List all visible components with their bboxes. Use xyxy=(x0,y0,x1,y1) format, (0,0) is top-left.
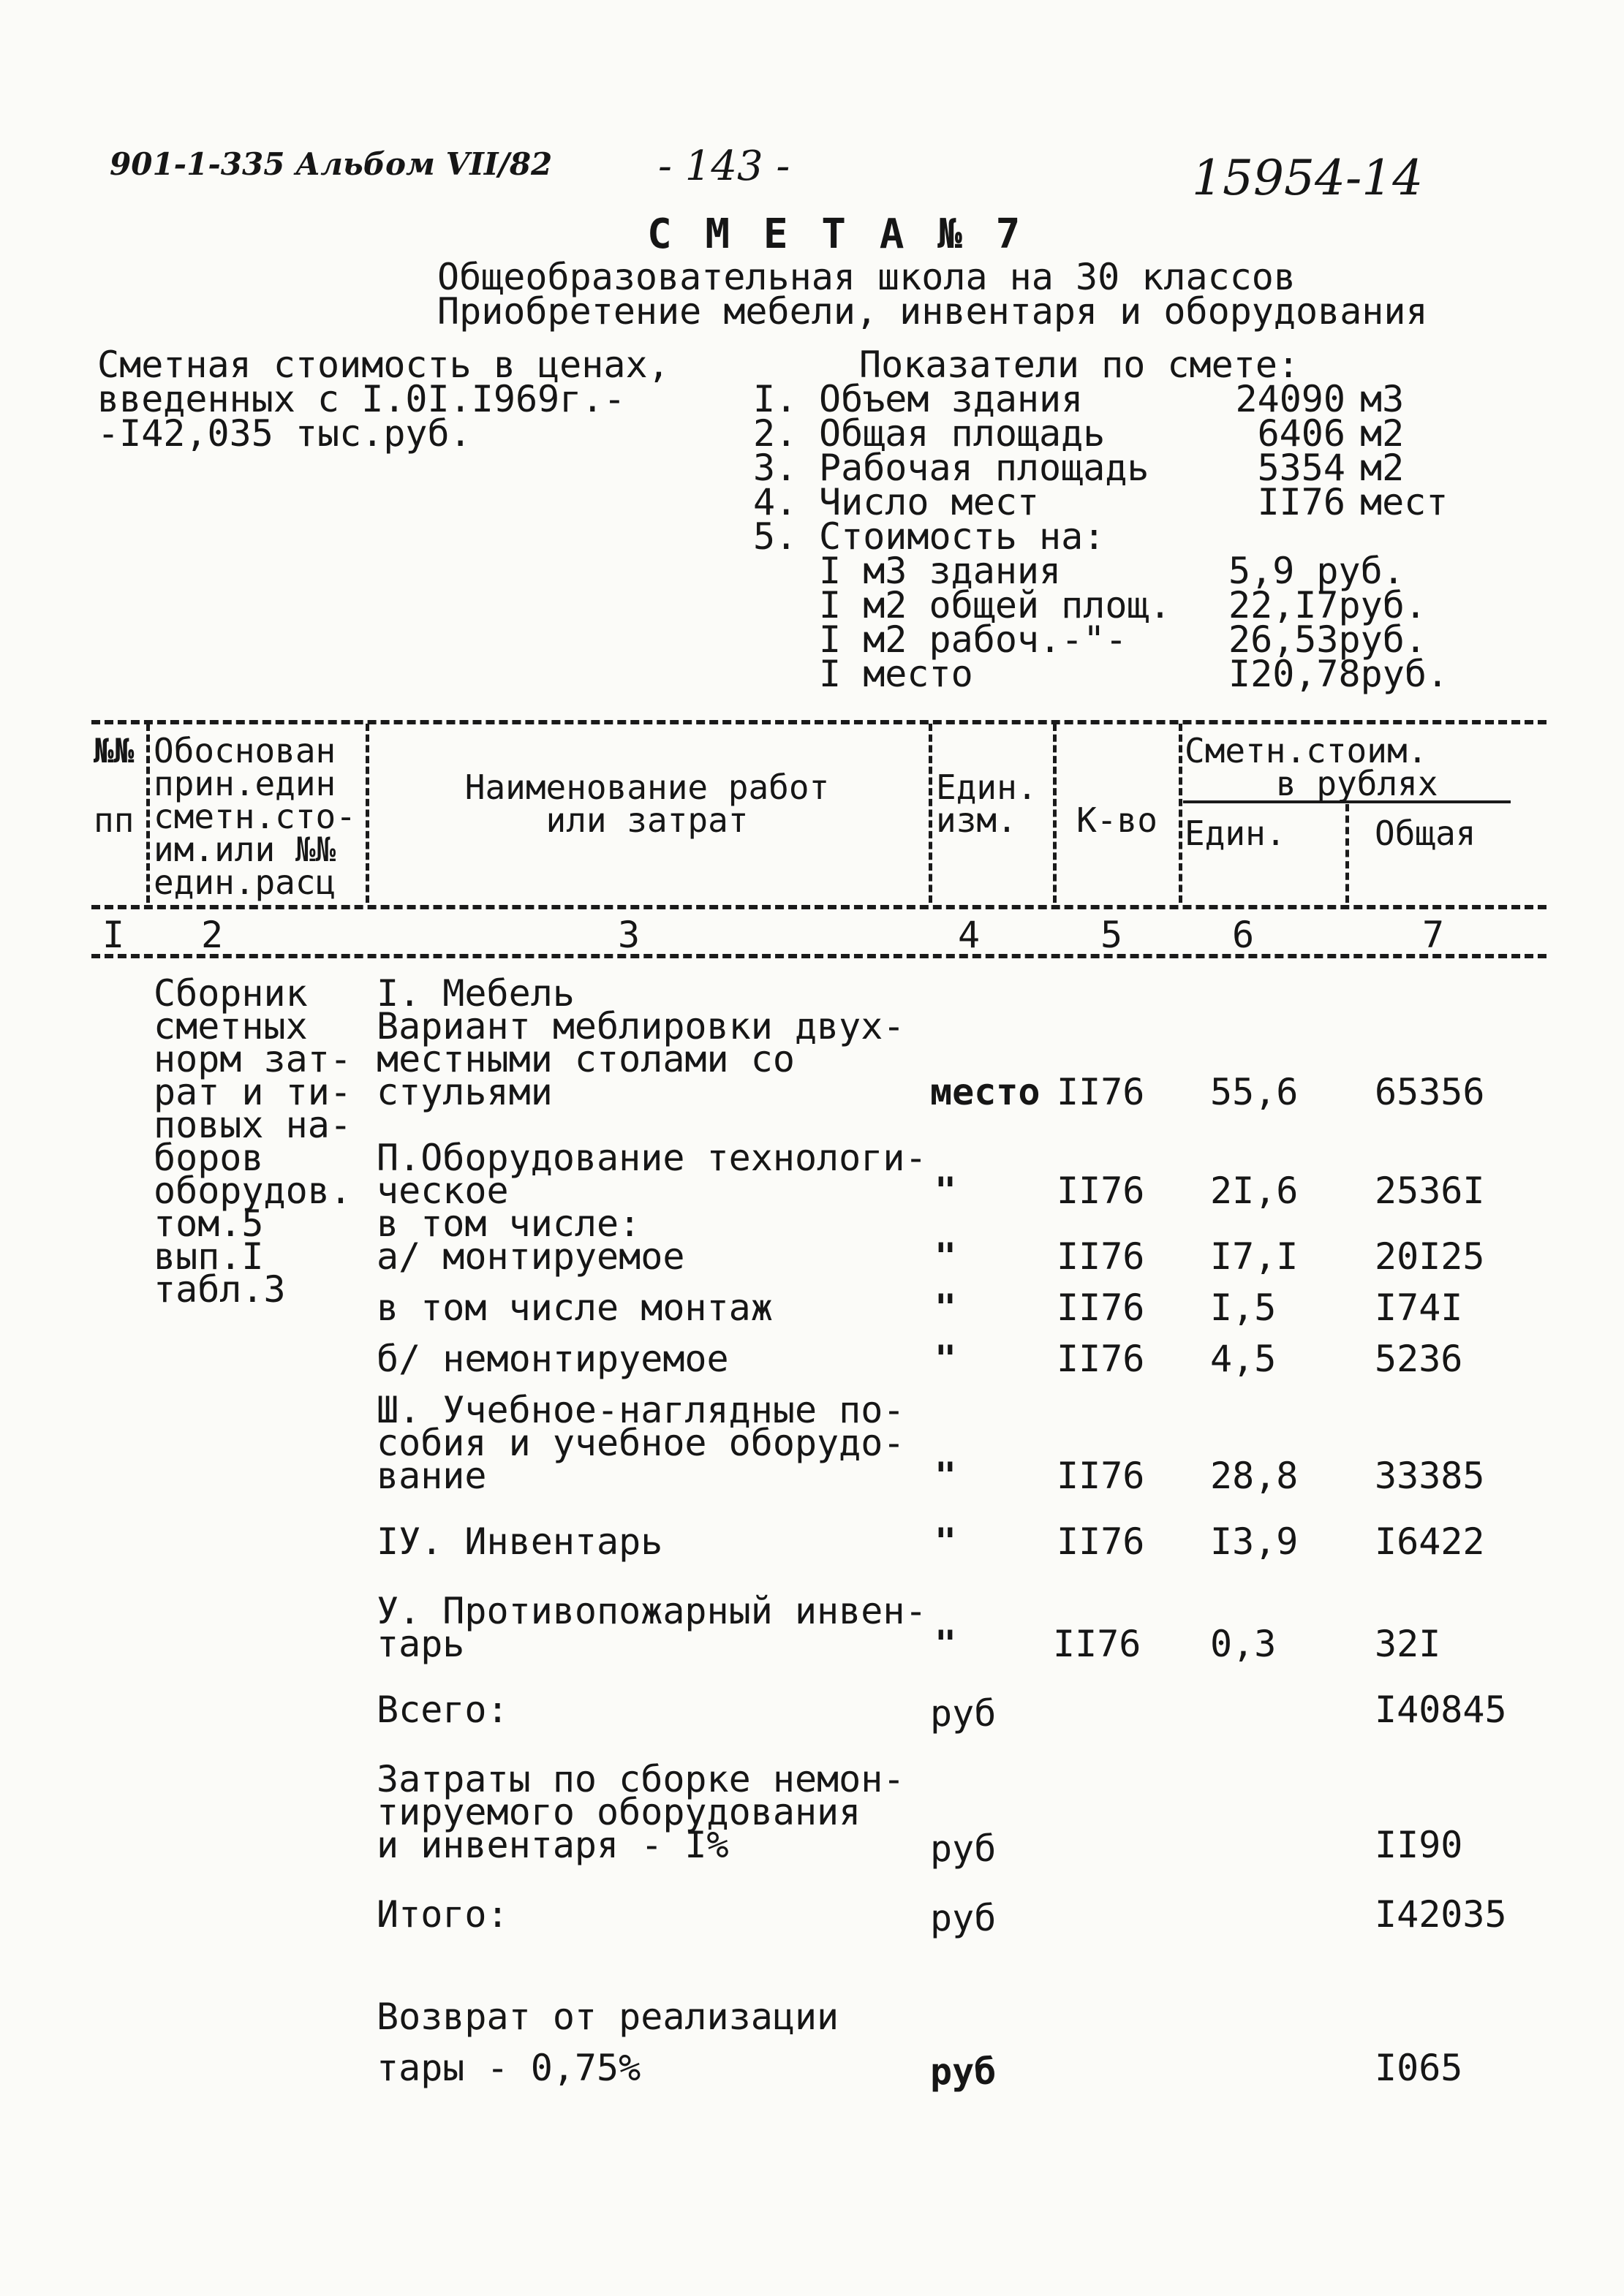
item-unit: " xyxy=(934,1287,957,1329)
cost-per-value: 26,53руб. xyxy=(1228,618,1427,661)
col5-header: К-во xyxy=(1076,800,1157,840)
indicator-value: II76 xyxy=(1257,481,1345,523)
item-unit-price: 55,6 xyxy=(1210,1071,1299,1113)
item-unit-price: I7,I xyxy=(1210,1235,1299,1278)
item-quantity: II76 xyxy=(1057,1287,1145,1329)
item-name: ческое xyxy=(377,1170,509,1212)
reference-number: 15954-14 xyxy=(1192,150,1424,206)
col3-header: Наименование работ xyxy=(464,768,830,807)
column-divider xyxy=(929,724,932,903)
item-quantity: II76 xyxy=(1057,1455,1145,1497)
item-total: I6422 xyxy=(1375,1520,1485,1563)
item-total: 32I xyxy=(1375,1623,1441,1665)
cost-per-value: 5,9 руб. xyxy=(1228,550,1405,592)
item-name: Вариант меблировки двух- xyxy=(377,1005,905,1047)
item-name: и инвентаря - I% xyxy=(377,1824,729,1866)
cost-per-label: I м2 общей площ. xyxy=(819,584,1171,626)
subtitle-line-1: Общеобразовательная школа на 30 классов xyxy=(437,256,1296,298)
col4-header: изм. xyxy=(936,800,1017,840)
cost-note-line-3: -I42,035 тыс.руб. xyxy=(97,412,472,455)
cost-per-value: 22,I7руб. xyxy=(1228,584,1427,626)
column-number: I xyxy=(102,914,125,956)
basis-text: повых на- xyxy=(154,1104,352,1146)
page-title: С М Е Т А № 7 xyxy=(647,211,1025,258)
item-name: Ш. Учебное-наглядные по- xyxy=(377,1389,905,1431)
cost-note-line-1: Сметная стоимость в ценах, xyxy=(97,344,670,386)
total-label: Всего: xyxy=(377,1689,509,1731)
item-name: I. Мебель xyxy=(377,972,575,1015)
item-unit: " xyxy=(934,1455,957,1497)
column-divider xyxy=(146,724,150,903)
document-code: 901-1-335 Альбом VII/82 xyxy=(110,146,553,182)
item-unit-price: 4,5 xyxy=(1210,1338,1277,1380)
item-total: I42035 xyxy=(1375,1893,1507,1936)
table-top-rule xyxy=(91,720,1546,724)
indicator-label: Объем здания xyxy=(819,378,1084,420)
item-name: У. Противопожарный инвен- xyxy=(377,1590,927,1632)
item-unit: руб xyxy=(930,1827,997,1870)
col3-header: или затрат xyxy=(545,800,749,840)
item-name: стульями xyxy=(377,1071,553,1113)
column-divider xyxy=(1345,804,1349,903)
item-total: I40845 xyxy=(1375,1689,1507,1731)
column-number: 3 xyxy=(617,914,641,956)
column-numbers-rule xyxy=(91,954,1546,958)
item-name: тарь xyxy=(377,1623,465,1665)
item-name: вание xyxy=(377,1455,487,1497)
basis-text: оборудов. xyxy=(154,1170,352,1212)
item-unit: " xyxy=(934,1235,957,1278)
basis-text: сметных xyxy=(154,1005,308,1047)
basis-text: Сборник xyxy=(154,972,308,1015)
item-unit-price: 28,8 xyxy=(1210,1455,1299,1497)
item-name: собия и учебное оборудо- xyxy=(377,1422,905,1464)
indicator-value: 5354 xyxy=(1257,447,1345,489)
cost-per-label: I место xyxy=(819,653,973,695)
cost-per-label: I м3 здания xyxy=(819,550,1062,592)
item-unit: " xyxy=(934,1338,957,1380)
indicator-unit: м2 xyxy=(1360,447,1405,489)
indicator-value: 24090 xyxy=(1235,378,1345,420)
item-unit: руб xyxy=(930,1692,997,1735)
item-name: в том числе: xyxy=(377,1202,641,1245)
column-number: 4 xyxy=(957,914,981,956)
indicator-label: Общая площадь xyxy=(819,412,1106,455)
item-unit-price: 2I,6 xyxy=(1210,1170,1299,1212)
item-unit-price: I,5 xyxy=(1210,1287,1277,1329)
item-quantity: II76 xyxy=(1057,1071,1145,1113)
item-quantity: II76 xyxy=(1057,1520,1145,1563)
column-number: 7 xyxy=(1421,914,1445,956)
item-total: I065 xyxy=(1375,2047,1463,2089)
page-number: - 143 - xyxy=(658,143,790,190)
column-number: 6 xyxy=(1231,914,1255,956)
price-group-header: в рублях xyxy=(1276,764,1438,803)
item-unit-price: 0,3 xyxy=(1210,1623,1277,1665)
item-quantity: II76 xyxy=(1057,1170,1145,1212)
col7-header: Общая xyxy=(1375,814,1476,853)
item-unit-price: I3,9 xyxy=(1210,1520,1299,1563)
item-quantity: II76 xyxy=(1057,1338,1145,1380)
price-group-header: Сметн.стоим. xyxy=(1185,731,1428,770)
indicators-heading: Показатели по смете: xyxy=(859,344,1300,386)
item-total: 20I25 xyxy=(1375,1235,1485,1278)
indicator-number: 2. xyxy=(753,412,798,455)
basis-text: рат и ти- xyxy=(154,1071,352,1113)
item-name: IУ. Инвентарь xyxy=(377,1520,663,1563)
item-unit: руб xyxy=(930,1897,997,1939)
subtitle-line-2: Приобретение мебели, инвентаря и оборудования xyxy=(437,290,1428,333)
item-total: 2536I xyxy=(1375,1170,1485,1212)
item-name: в том числе монтаж xyxy=(377,1287,773,1329)
column-number: 5 xyxy=(1100,914,1123,956)
indicator-number: 3. xyxy=(753,447,798,489)
cost-note-line-2: введенных с I.0I.I969г.- xyxy=(97,378,626,420)
basis-text: норм зат- xyxy=(154,1038,352,1080)
item-name: местными столами со xyxy=(377,1038,795,1080)
indicator-label: Стоимость на: xyxy=(819,515,1106,558)
item-name: Затраты по сборке немон- xyxy=(377,1758,905,1800)
item-total: 33385 xyxy=(1375,1455,1485,1497)
col2-header: им.или №№ xyxy=(154,830,336,869)
indicator-number: I. xyxy=(753,378,798,420)
item-total: 5236 xyxy=(1375,1338,1463,1380)
item-name: Возврат от реализации xyxy=(377,1996,839,2038)
indicator-value: 6406 xyxy=(1257,412,1345,455)
col4-header: Един. xyxy=(936,768,1038,807)
col1-header: №№ xyxy=(94,731,135,770)
indicator-label: Число мест xyxy=(819,481,1040,523)
grand-total-label: Итого: xyxy=(377,1893,509,1936)
item-name: тары - 0,75% xyxy=(377,2047,641,2089)
basis-text: табл.3 xyxy=(154,1268,286,1311)
column-divider xyxy=(1179,724,1182,903)
item-total: II90 xyxy=(1375,1824,1463,1866)
indicator-unit: м2 xyxy=(1360,412,1405,455)
col1-header: пп xyxy=(94,800,135,840)
indicator-unit: м3 xyxy=(1360,378,1405,420)
col2-header: един.расц xyxy=(154,863,336,902)
item-total: I74I xyxy=(1375,1287,1463,1329)
cost-per-value: I20,78руб. xyxy=(1228,653,1449,695)
item-unit: место xyxy=(930,1071,1041,1113)
col2-header: прин.един xyxy=(154,764,336,803)
indicator-unit: мест xyxy=(1360,481,1449,523)
item-name: а/ монтируемое xyxy=(377,1235,685,1278)
col2-header: Обоснован xyxy=(154,731,336,770)
item-name: П.Оборудование технологи- xyxy=(377,1137,927,1179)
table-header-rule xyxy=(91,905,1546,909)
item-unit: " xyxy=(934,1623,957,1665)
col6-header: Един. xyxy=(1185,814,1286,853)
item-quantity: II76 xyxy=(1053,1623,1141,1665)
item-unit: руб xyxy=(930,2050,997,2093)
column-number: 2 xyxy=(200,914,224,956)
indicator-label: Рабочая площадь xyxy=(819,447,1149,489)
basis-text: боров xyxy=(154,1137,264,1179)
item-name: б/ немонтируемое xyxy=(377,1338,729,1380)
item-unit: " xyxy=(934,1520,957,1563)
item-name: тируемого оборудования xyxy=(377,1791,861,1833)
cost-per-label: I м2 рабоч.-"- xyxy=(819,618,1128,661)
item-quantity: II76 xyxy=(1057,1235,1145,1278)
col2-header: сметн.сто- xyxy=(154,797,356,836)
indicator-number: 5. xyxy=(753,515,798,558)
indicator-number: 4. xyxy=(753,481,798,523)
basis-text: том.5 xyxy=(154,1202,264,1245)
item-unit: " xyxy=(934,1170,957,1212)
basis-text: вып.I xyxy=(154,1235,264,1278)
item-total: 65356 xyxy=(1375,1071,1485,1113)
